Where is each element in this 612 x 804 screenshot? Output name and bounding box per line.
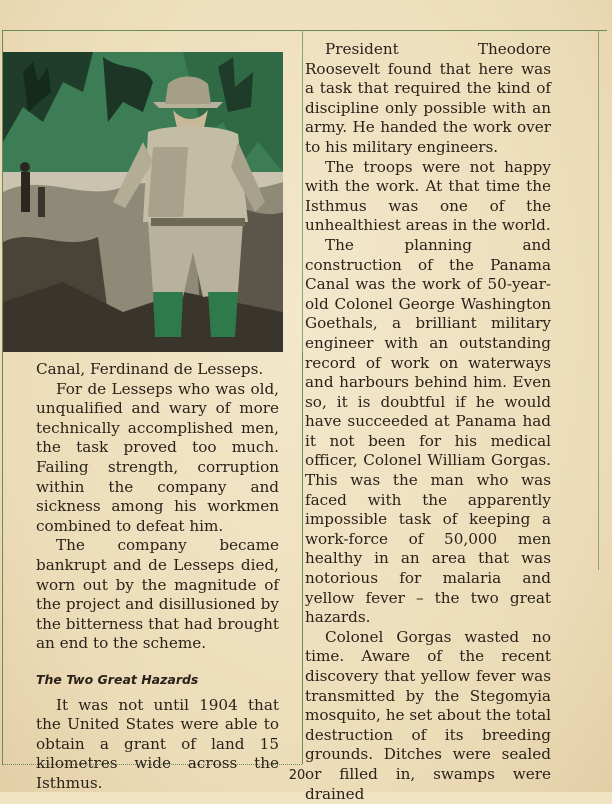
paragraph-continuation: Canal, Ferdinand de Lesseps.: [36, 360, 264, 378]
left-text-column: [36, 360, 279, 793]
paragraph: Colonel Gorgas wasted no time. Aware of the recent discovery that yellow fever was transmitted by the Stegomyia mosquito, he set about the total destruction of its breeding grounds. Ditches were sealed or filled in, swamps were drained: [305, 627, 551, 803]
column-divider-upper: [302, 30, 303, 352]
paragraph: The planning and construction of the Panama Canal was the work of 50-year-old Colonel George Washington Goethals, a brilliant military engineer with an outstanding record of work on waterways and harbours behind him. Even so, it is doubtful if he would have succeeded at Panama had it not been for his medical officer, Colonel William Gorgas. This was the man who was faced with the apparently impossible task of keeping a work-force of 50,000 men healthy in an area that was notorious for malaria and yellow fever – the two great hazards.: [305, 235, 551, 627]
paragraph: The troops were not happy with the work. At that time the Isthmus was one of the unhealthiest areas in the world.: [305, 157, 551, 235]
page-number: 20: [288, 768, 306, 783]
paragraph: For de Lesseps who was old, unqualified and wary of more technically accomplished men, the task proved too much. Failing strength, corruption within the company and sickness among his workmen combined to defeat him.: [36, 379, 279, 535]
section-subheading: The Two Great Hazards: [36, 671, 199, 687]
right-text-column: [305, 40, 551, 804]
paragraph: The company became bankrupt and de Lesseps died, worn out by the magnitude of the project and disillusioned by the bitterness that had brought an end to the scheme.: [36, 536, 279, 653]
paragraph: President Theodore Roosevelt found that here was a task that required the kind of discipline only possible with an army. He handed the work over to his military engineers.: [305, 40, 551, 156]
soldier-illustration: [3, 52, 283, 352]
paragraph: It was not until 1904 that the United States were able to obtain a grant of land 15 kilometres wide across the Isthmus.: [36, 695, 279, 792]
column-divider: [302, 352, 303, 764]
page-frame-right-edge: [598, 30, 599, 570]
